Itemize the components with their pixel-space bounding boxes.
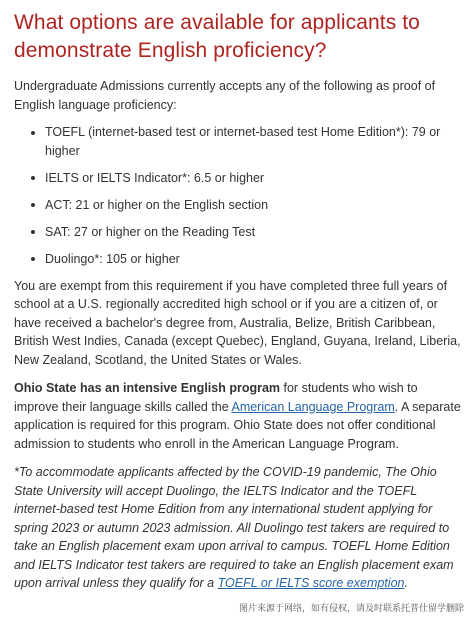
list-item-duolingo: Duolingo*: 105 or higher xyxy=(45,250,462,269)
proficiency-options-list xyxy=(14,123,462,268)
list-item-act: ACT: 21 or higher on the English section xyxy=(45,196,462,215)
program-text-before-link: for students who wish to improve their language skills called the xyxy=(14,381,418,414)
list-item-ielts: IELTS or IELTS Indicator*: 6.5 or higher xyxy=(45,169,462,188)
intro-paragraph: Undergraduate Admissions currently accepts any of the following as proof of English language proficiency: xyxy=(14,79,436,112)
program-bold-lead: Ohio State has an intensive English program xyxy=(14,381,281,395)
score-exemption-link[interactable]: TOEFL or IELTS score exemption xyxy=(217,576,405,590)
program-text-after-link: . A separate application is required for this program. Ohio State does not offer conditional admission to students who enroll in the American Language Program. xyxy=(14,399,461,451)
list-item-sat: SAT: 27 or higher on the Reading Test xyxy=(45,223,462,242)
list-item-toefl: TOEFL (internet-based test or internet-based test Home Edition*): 79 or higher xyxy=(45,123,462,160)
exemption-paragraph: You are exempt from this requirement if you have completed three full years of school at a U.S. regionally accredited high school or if you are a citizen of, or have received a bachelor's degree from, Australia, Belize, British Caribbean, British West Indies, Canada (except Quebec), England, Guyana, Ireland, Liberia, New Zealand, Scotland, the United States or Wales. xyxy=(14,278,461,367)
american-language-program-link[interactable]: American Language Program xyxy=(231,399,395,414)
content-page xyxy=(14,9,462,593)
covid-note-paragraph xyxy=(14,463,462,593)
covid-note-end: . xyxy=(404,576,408,590)
page-title: What options are available for applicants to demonstrate English proficiency? xyxy=(14,11,420,62)
watermark-text: 图片来源于网络，如有侵权，请及时联系托普仕留学删除 xyxy=(238,603,464,613)
language-program-paragraph xyxy=(14,379,462,453)
covid-note-text: *To accommodate applicants affected by the COVID-19 pandemic, The Ohio State University will accept Duolingo, the IELTS Indicator and the TOEFL internet-based test Home Edition from any international student applying for spring 2023 or autumn 2023 admission. All Duolingo test takers are required to take an English placement exam upon arrival to campus. TOEFL Home Edition and IELTS Indicator test takers are required to take an English placement exam upon arrival unless they qualify for a xyxy=(14,465,454,590)
